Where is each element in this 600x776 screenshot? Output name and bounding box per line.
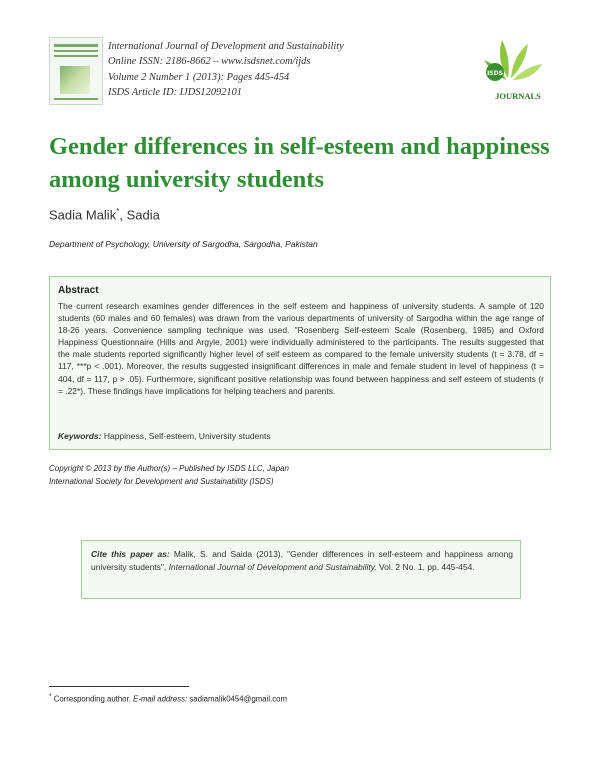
- paper-title: Gender differences in self-esteem and happiness among university students: [49, 133, 550, 193]
- abstract-box: [49, 276, 551, 450]
- journal-cover-image: [49, 37, 103, 105]
- author-separator: ,: [119, 207, 127, 223]
- cite-box: [81, 540, 521, 599]
- volume-info: Volume 2 Number 1 (2013): Pages 445-454: [108, 71, 290, 83]
- affiliation: Department of Psychology, University of Sargodha, Sargodha, Pakistan: [49, 239, 318, 249]
- author-first: Sadia Malik: [49, 207, 117, 223]
- logo-text-bottom: JOURNALS: [495, 91, 541, 101]
- cite-text: Malik, S. and Saida (2013), "Gender differences in self-esteem and happiness among university students",: [91, 549, 513, 572]
- journal-meta: [108, 39, 344, 101]
- cite-tail: Vol. 2 No. 1, pp. 445-454.: [376, 562, 475, 572]
- authors: [49, 207, 160, 222]
- copyright-line-2: International Society for Development and Sustainability (ISDS): [49, 477, 274, 486]
- abstract-body: The current research examines gender differences in the self esteem and happiness of university students. A sample of 120 students (60 males and 60 females) was drawn from the various departments of university of Sargodha within the age range of 18-26 years. Convenience sampling technique was used. "Rosenberg Self-esteem Scale (Rosenberg, 1985) and Oxford Happiness Questionnaire (Hills and Argyle, 2001) were individually administered to the participants. The results suggested that the male students reported significantly higher level of self esteem as compared to the female university students (t = 3.78, df = 117, ***p < .001). Moreover, the results suggested insignificant differences in male and female student in level of happiness (t = 404, df = 117, p > .05). Furthermore, significant positive relationship was found between happiness and self esteem of students (r = .22*). These findings have implications for helping teachers and parents.: [58, 301, 544, 396]
- cite-journal: International Journal of Development and Sustainability,: [168, 562, 377, 572]
- logo-text-top: ISDS: [487, 70, 503, 77]
- corresponding-mark: *: [116, 207, 120, 216]
- copyright: [49, 462, 289, 488]
- footnote-mark: *: [49, 693, 52, 700]
- keywords-label: Keywords:: [58, 431, 102, 441]
- citation: [91, 548, 513, 574]
- isds-journals-logo: [478, 36, 548, 104]
- keywords-list: Happiness, Self-esteem, University students: [103, 431, 271, 441]
- keywords: [58, 431, 271, 441]
- author-second: Sadia: [126, 207, 160, 223]
- abstract-heading: Abstract: [58, 285, 99, 296]
- email-label: E-mail address:: [133, 694, 188, 704]
- journal-name: International Journal of Development and Sustainability: [108, 41, 344, 52]
- footnote: [49, 693, 287, 704]
- article-id: ISDS Article ID: IJDS12092101: [108, 87, 242, 99]
- footnote-rule: [49, 686, 189, 687]
- email-link[interactable]: sadiamalik0454@gmail.com: [187, 694, 287, 704]
- footnote-label: Corresponding author.: [51, 694, 134, 704]
- cite-lead: Cite this paper as:: [91, 549, 170, 559]
- copyright-line-1: Copyright © 2013 by the Author(s) – Published by ISDS LLC, Japan: [49, 464, 289, 473]
- online-issn: Online ISSN: 2186-8662 – www.isdsnet.com/ijds: [108, 56, 311, 68]
